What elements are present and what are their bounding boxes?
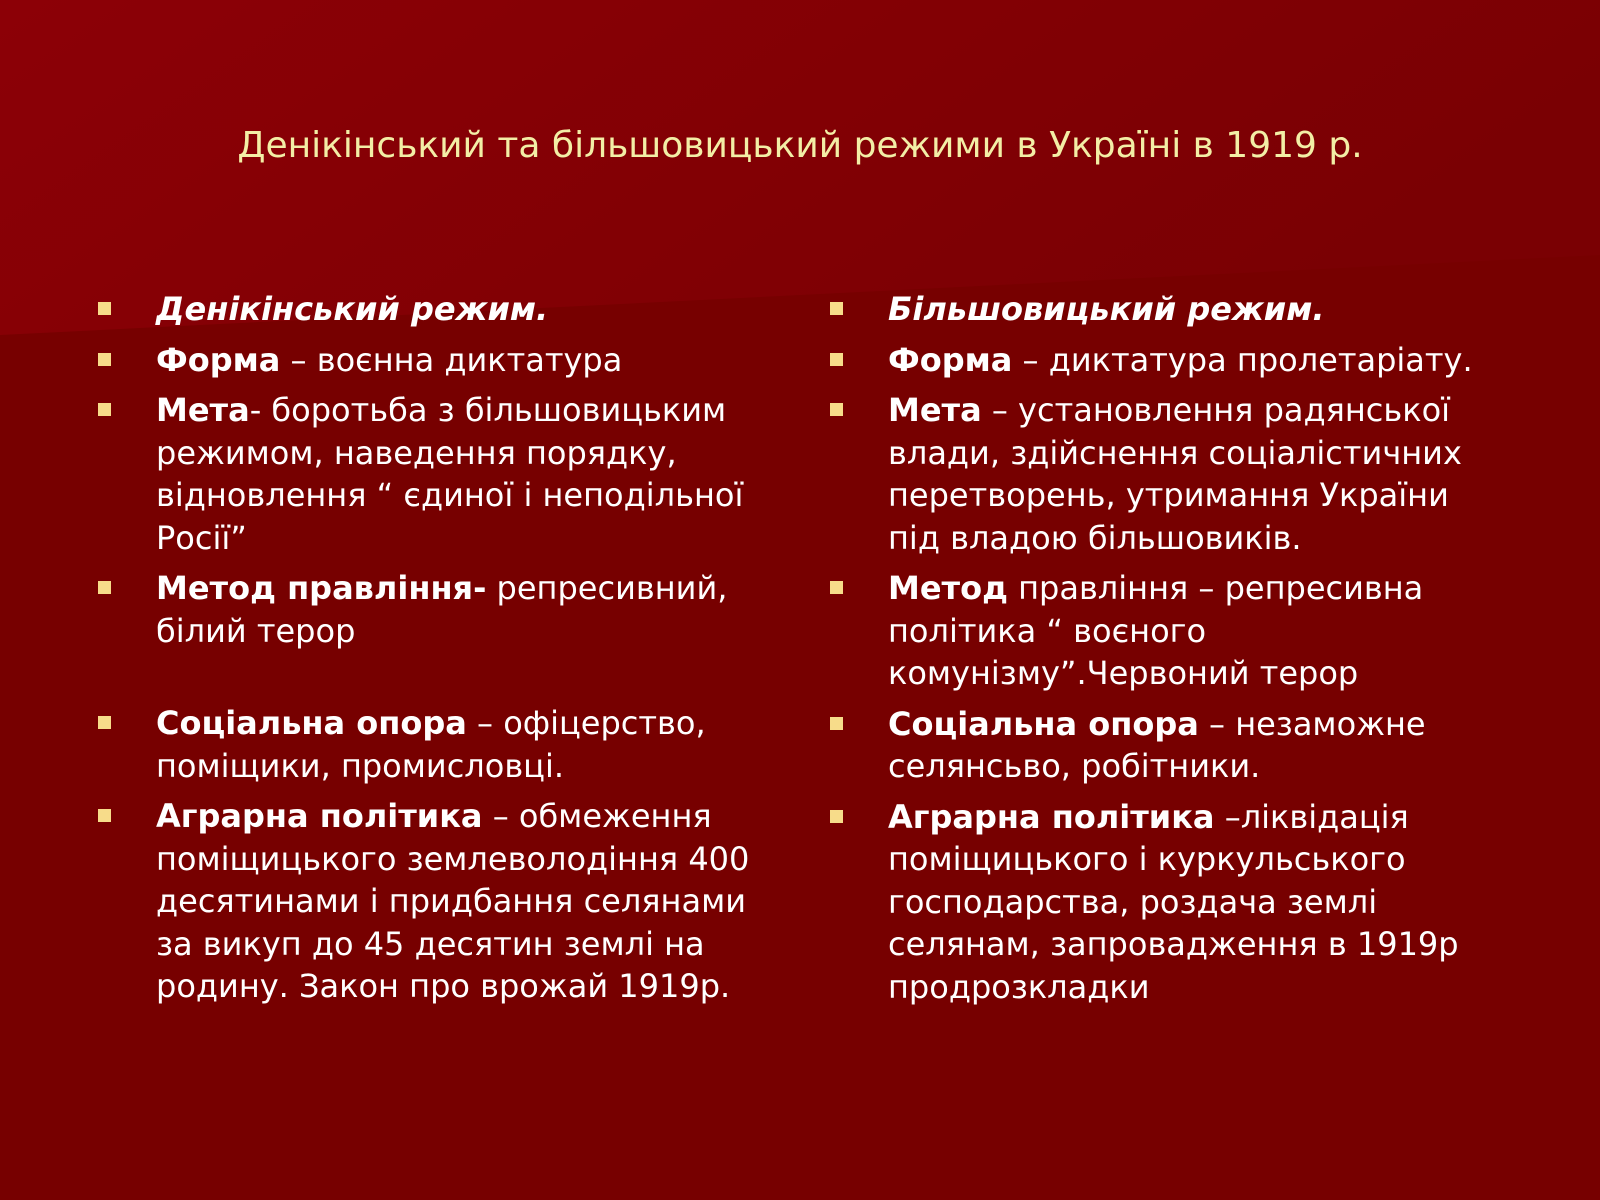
left-heading: Денікінський режим. <box>156 290 549 328</box>
left-item-social-base <box>98 702 778 787</box>
square-bullet-icon <box>98 581 111 594</box>
right-item-social-base <box>830 703 1510 788</box>
left-column-list <box>98 288 778 1016</box>
square-bullet-icon <box>830 353 843 366</box>
item-term: Метод правління- <box>156 569 487 607</box>
slide-title: Денікінський та більшовицький режими в Україні в 1919 р. <box>237 125 1363 166</box>
square-bullet-icon <box>830 302 843 315</box>
item-text: репресивний, білий терор <box>156 569 728 650</box>
right-item-agrarian-policy <box>830 796 1510 1009</box>
item-term: Аграрна політика <box>156 797 483 835</box>
square-bullet-icon <box>830 810 843 823</box>
item-text: – офіцерство, поміщики, промисловці. <box>156 704 706 785</box>
item-term: Форма <box>156 340 281 379</box>
item-text: – воєнна диктатура <box>280 340 623 379</box>
right-item-form <box>830 339 1510 382</box>
left-item-method <box>98 567 778 652</box>
right-item-goal <box>830 389 1510 559</box>
left-heading-item <box>98 288 778 331</box>
item-term: Аграрна політика <box>888 797 1215 836</box>
item-text: – диктатура пролетаріату. <box>1012 340 1473 379</box>
item-text: – обмеження поміщицького землеволодіння 400 десятинами і придбання селянами за викуп до 45 десятин землі на родину. Закон про врожай 1919р. <box>156 797 750 1005</box>
square-bullet-icon <box>830 717 843 730</box>
square-bullet-icon <box>830 403 843 416</box>
item-term: Форма <box>888 340 1013 379</box>
left-item-agrarian-policy <box>98 795 778 1008</box>
item-term: Мета <box>156 391 250 429</box>
item-term: Мета <box>888 391 982 429</box>
item-term: Метод <box>888 569 1008 607</box>
right-heading: Більшовицький режим. <box>888 290 1325 328</box>
square-bullet-icon <box>830 581 843 594</box>
square-bullet-icon <box>98 403 111 416</box>
left-item-goal <box>98 389 778 559</box>
square-bullet-icon <box>98 809 111 822</box>
right-column-list <box>830 288 1510 1016</box>
item-term: Соціальна опора <box>888 704 1199 743</box>
square-bullet-icon <box>98 353 111 366</box>
item-text: – установлення радянської влади, здійснення соціалістичних перетворень, утримання України під владою більшовиків. <box>888 391 1462 557</box>
item-term: Соціальна опора <box>156 704 467 742</box>
square-bullet-icon <box>98 716 111 729</box>
right-heading-item <box>830 288 1510 331</box>
square-bullet-icon <box>98 302 111 315</box>
right-item-method <box>830 567 1510 695</box>
item-text: – незаможне селянсьво, робітники. <box>888 704 1426 785</box>
item-text: –ліквідація поміщицького і куркульського господарства, роздача землі селянам, запровадження в 1919р продрозкладки <box>888 797 1459 1006</box>
left-item-form <box>98 339 778 382</box>
item-text: - боротьба з більшовицьким режимом, наведення порядку, відновлення “ єдиної і неподільної Росії” <box>156 391 744 557</box>
item-text: правління – репресивна політика “ воєного комунізму”.Червоний терор <box>888 569 1424 692</box>
